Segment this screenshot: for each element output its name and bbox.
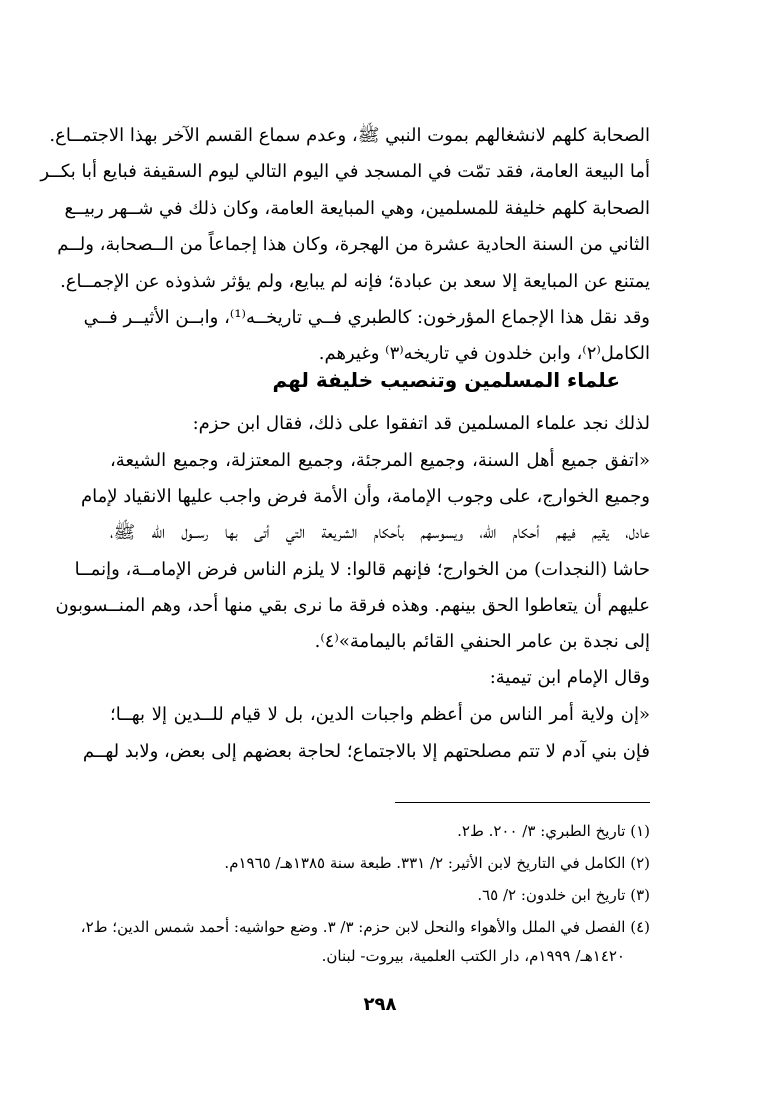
quote-line: حاشا (النجدات) من الخوارج؛ فإنهم قالوا: لا يلزم الناس فرض الإمامــة، وإنمــا [74, 559, 650, 580]
paragraph-line: وقد نقل هذا الإجماع المؤرخون: كالطبري فــي تاريخــه⁽¹⁾، وابــن الأثيــر فــي [83, 307, 650, 328]
paragraph-line: وقال الإمام ابن تيمية: [489, 667, 650, 688]
quote-line: عليهم أن يتعاطوا الحق بينهم. وهذه فرقة ما نرى بقي منها أحد، وهم المنــسوبون [55, 595, 650, 616]
footnote: (٤) الفصل في الملل والأهواء والنحل لابن حزم: ٣/ ٣. وضع حواشيه: أحمد شمس الدين؛ ط٢، [80, 918, 650, 936]
footnote: ١٤٢٠هـ/ ١٩٩٩م، دار الكتب العلمية، بيروت- لبنان. [321, 947, 625, 965]
paragraph-line: الصحابة كلهم لانشغالهم بموت النبي ﷺ، وعدم سماع القسم الآخر بهذا الاجتمــاع. [49, 125, 650, 146]
page-number: ٢٩٨ [363, 994, 397, 1015]
footnote: (٢) الكامل في التاريخ لابن الأثير: ٢/ ٣٣١. طبعة سنة ١٣٨٥هـ/ ١٩٦٥م. [224, 854, 650, 872]
footnote: (٣) تاريخ ابن خلدون: ٢/ ٦٥. [477, 886, 650, 904]
paragraph-line: لذلك نجد علماء المسلمين قد اتفقوا على ذلك، فقال ابن حزم: [192, 413, 650, 434]
quote-line: وجميع الخوارج، على وجوب الإمامة، وأن الأمة فرض واجب عليها الانقياد لإمام [81, 486, 650, 507]
quote-line: فإن بني آدم لا تتم مصلحتهم إلا بالاجتماع؛ لحاجة بعضهم إلى بعض، ولابد لهــم [82, 741, 650, 762]
paragraph-line: يمتنع عن المبايعة إلا سعد بن عبادة؛ فإنه لم يبايع، ولم يؤثر شذوذه عن الإجمــاع. [60, 271, 650, 292]
quote-line: «اتفق جميع أهل السنة، وجميع المرجئة، وجميع المعتزلة، وجميع الشيعة، [110, 450, 650, 471]
quote-line: إلى نجدة بن عامر الحنفي القائم باليمامة»⁽٤⁾. [314, 631, 650, 652]
footnote: (١) تاريخ الطبري: ٣/ ٢٠٠. ط٢. [457, 822, 650, 840]
paragraph-line: الكامل⁽٢⁾، وابن خلدون في تاريخه⁽٣⁾ وغيرهم. [318, 343, 650, 364]
paragraph-line: أما البيعة العامة، فقد تمّت في المسجد في اليوم التالي ليوم السقيفة فبايع أبا بكــر [40, 161, 650, 182]
paragraph-line: الثاني من السنة الحادية عشرة من الهجرة، وكان هذا إجماعاً من الــصحابة، ولــم [57, 234, 650, 255]
footnote-separator [395, 802, 650, 803]
paragraph-line: الصحابة كلهم خليفة للمسلمين، وهي المبايعة العامة، وكان ذلك في شــهر ربيــع [64, 198, 650, 219]
quote-line: «إن ولاية أمر الناس من أعظم واجبات الدين، بل لا قيام للــدين إلا بهــا؛ [110, 704, 650, 725]
section-heading: علماء المسلمين وتنصيب خليفة لهم [272, 368, 620, 392]
quote-line: عادل، يقيم فيهم أحكام الله، ويسوسهم بأحكام الشريعة التي أتى بها رســول الله ﷺ، [110, 522, 650, 543]
